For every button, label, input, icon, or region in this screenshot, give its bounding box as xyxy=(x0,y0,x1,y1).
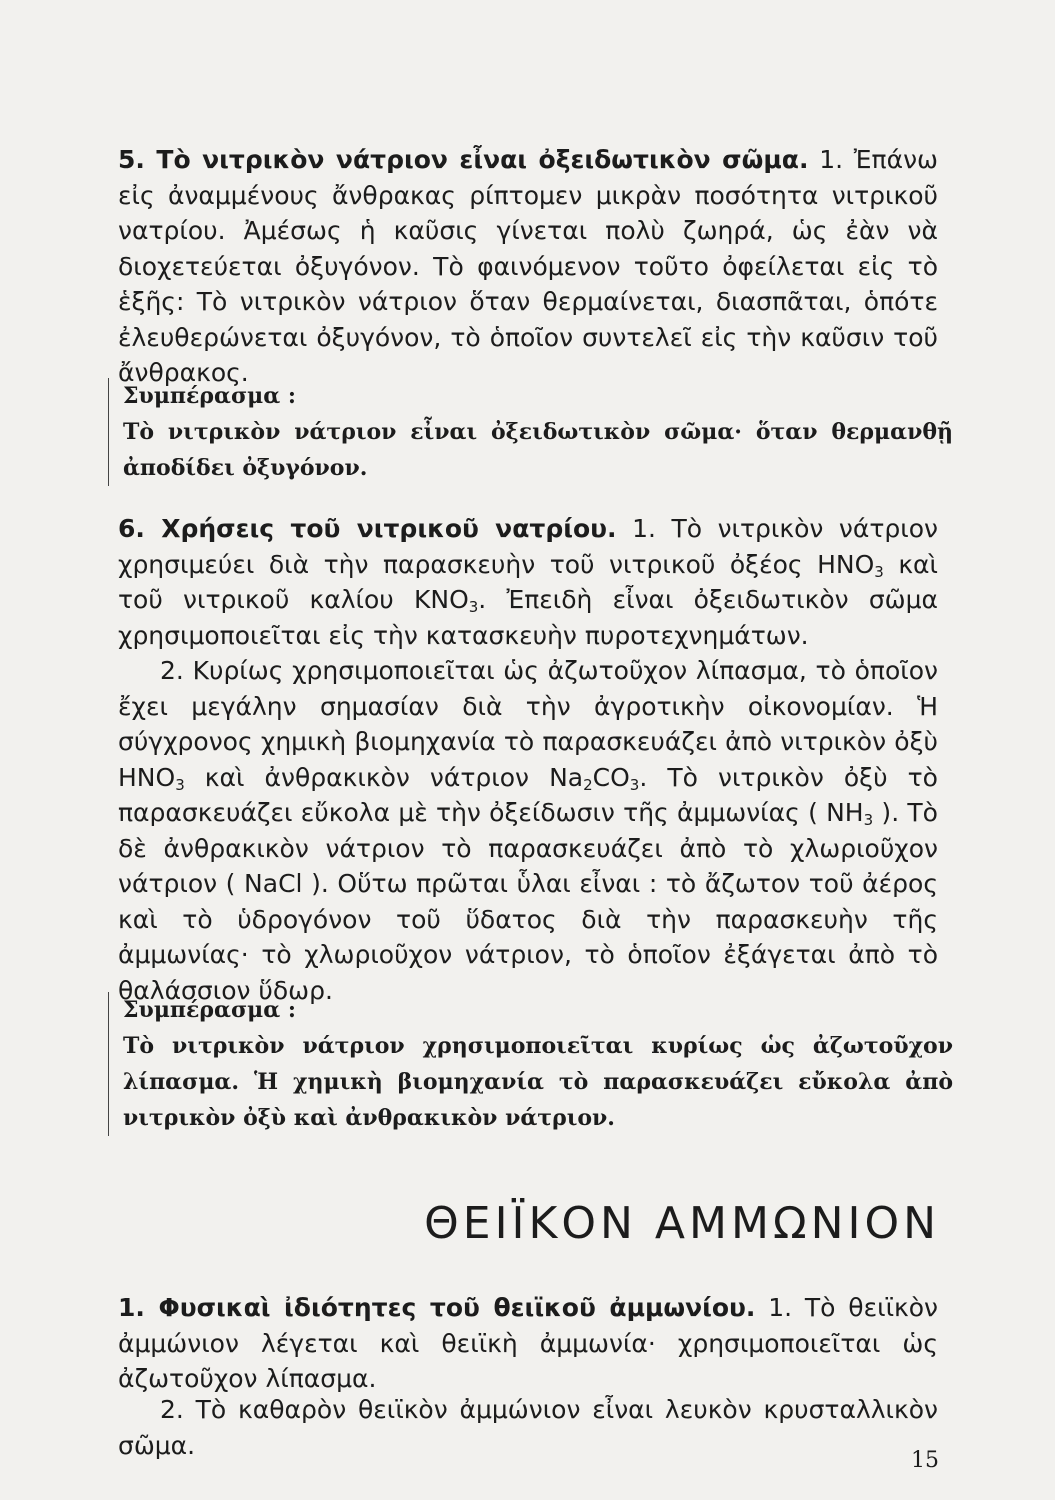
page-number: 15 xyxy=(911,1448,939,1473)
conclusion-box-2 xyxy=(108,992,953,1136)
formula-hno3: $HNO_3$ xyxy=(118,762,185,794)
conclusion-box-1 xyxy=(108,378,953,486)
section-1-paragraph xyxy=(118,1290,938,1397)
section-6-paragraph-1 xyxy=(118,511,938,653)
section-5-heading: 5. Τὸ νιτρικὸν νάτριον εἶναι ὀξειδωτικὸν σῶμα. xyxy=(118,145,809,174)
section-1-paragraph-2 xyxy=(118,1392,938,1463)
formula-nh3: $NH_3$ xyxy=(826,798,874,829)
conclusion-1-text: Τὸ νιτρικὸν νάτριον εἶναι ὀξειδωτικὸν σῶμα· ὅταν θερμανθῇ ἀποδίδει ὀξυγόνον. xyxy=(123,419,953,481)
section-6-text: 1. Τὸ νιτρικὸν νάτριον χρησιμεύει διὰ τὴν παρασκευὴν τοῦ νιτρικοῦ ὀξέος xyxy=(118,514,938,579)
section-6-text: ). Οὕτω πρῶται ὗλαι εἶναι : τὸ ἄζωτον τοῦ ἀέρος καὶ τὸ ὑδρογόνον τοῦ ὕδατος διὰ τὴν παρασκευὴν τῆς ἀμμωνίας· τὸ χλωριοῦχον νάτριον, τὸ ὁποῖον ἐξάγεται ἀπὸ τὸ θαλάσσιον ὕδωρ. xyxy=(118,869,938,1005)
section-5-body: 1. Ἐπάνω εἰς ἀναμμένους ἄνθρακας ρίπτομεν μικρὰν ποσότητα νιτρικοῦ νατρίου. Ἀμέσως ἡ καῦσις γίνεται πολὺ ζωηρά, ὡς ἐὰν νὰ διοχετεύεται ὀξυγόνον. Τὸ φαινόμενον τοῦτο ὀφείλεται εἰς τὸ ἑξῆς: Τὸ νιτρικὸν νάτριον ὅταν θερμαίνεται, διασπᾶται, ὁπότε ἐλευθερώνεται ὀξυγόνον, τὸ ὁποῖον συντελεῖ εἰς τὴν καῦσιν τοῦ ἄνθρακος. xyxy=(118,145,938,387)
section-6-text: καὶ τοῦ νιτρικοῦ καλίου xyxy=(118,549,938,614)
section-6-text: . Τὸ νιτρικὸν ὀξὺ τὸ παρασκευάζει εὔκολα μὲ τὴν ὀξείδωσιν τῆς ἀμμωνίας ( xyxy=(118,762,938,827)
section-6-text: ). Τὸ δὲ ἀνθρακικὸν νάτριον τὸ παρασκευάζει ἀπὸ τὸ χλωριοῦχον νάτριον ( xyxy=(118,798,938,898)
section-6-text: . Ἐπειδὴ εἶναι ὀξειδωτικὸν σῶμα χρησιμοποιεῖται εἰς τὴν κατασκευὴν πυροτεχνημάτων. xyxy=(118,585,938,650)
section-6-text: καὶ ἀνθρακικὸν νάτριον xyxy=(184,762,550,792)
conclusion-2-title: Συμπέρασμα : xyxy=(123,997,296,1023)
section-6-paragraph-2 xyxy=(118,653,938,1008)
conclusion-2-text: Τὸ νιτρικὸν νάτριον χρησιμοποιεῖται κυρίως ὡς ἀζωτοῦχον λίπασμα. Ἡ χημικὴ βιομηχανία τὸ παρασκευάζει εὔκολα ἀπὸ νιτρικὸν ὀξὺ καὶ ἀνθρακικὸν νάτριον. xyxy=(123,1033,953,1131)
section-1-text-2: 2. Τὸ καθαρὸν θειϊκὸν ἀμμώνιον εἶναι λευκὸν κρυσταλλικὸν σῶμα. xyxy=(118,1395,938,1460)
section-1-text: 1. Τὸ θειϊκὸν ἀμμώνιον λέγεται καὶ θειϊκὴ ἀμμωνία· χρησιμοποιεῖται ὡς ἀζωτοῦχον λίπασμα. xyxy=(118,1293,938,1393)
conclusion-1-title: Συμπέρασμα : xyxy=(123,383,296,409)
chapter-title: ΘΕΙΪΚΟΝ ΑΜΜΩΝΙΟΝ xyxy=(424,1198,940,1249)
section-1-heading: 1. Φυσικαὶ ἰδιότητες τοῦ θειϊκοῦ ἀμμωνίου. xyxy=(118,1293,756,1322)
formula-kno3: $KNO_3$ xyxy=(413,585,479,616)
formula-nacl: NaCl xyxy=(244,869,303,898)
section-6-text: 2. Κυρίως χρησιμοποιεῖται ὡς ἀζωτοῦχον λίπασμα, τὸ ὁποῖον ἔχει μεγάλην σημασίαν διὰ τὴν ἀγροτικὴν οἰκονομίαν. Ἡ σύγχρονος χημικὴ βιομηχανία τὸ παρασκευάζει ἀπὸ νιτρικὸν ὀξὺ xyxy=(118,656,938,756)
formula-na2co3: $Na_2CO_3$ xyxy=(549,762,640,794)
section-6-heading: 6. Χρήσεις τοῦ νιτρικοῦ νατρίου. xyxy=(118,514,617,543)
formula-hno3: $HNO_3$ xyxy=(817,549,884,581)
section-5-paragraph xyxy=(118,142,938,391)
